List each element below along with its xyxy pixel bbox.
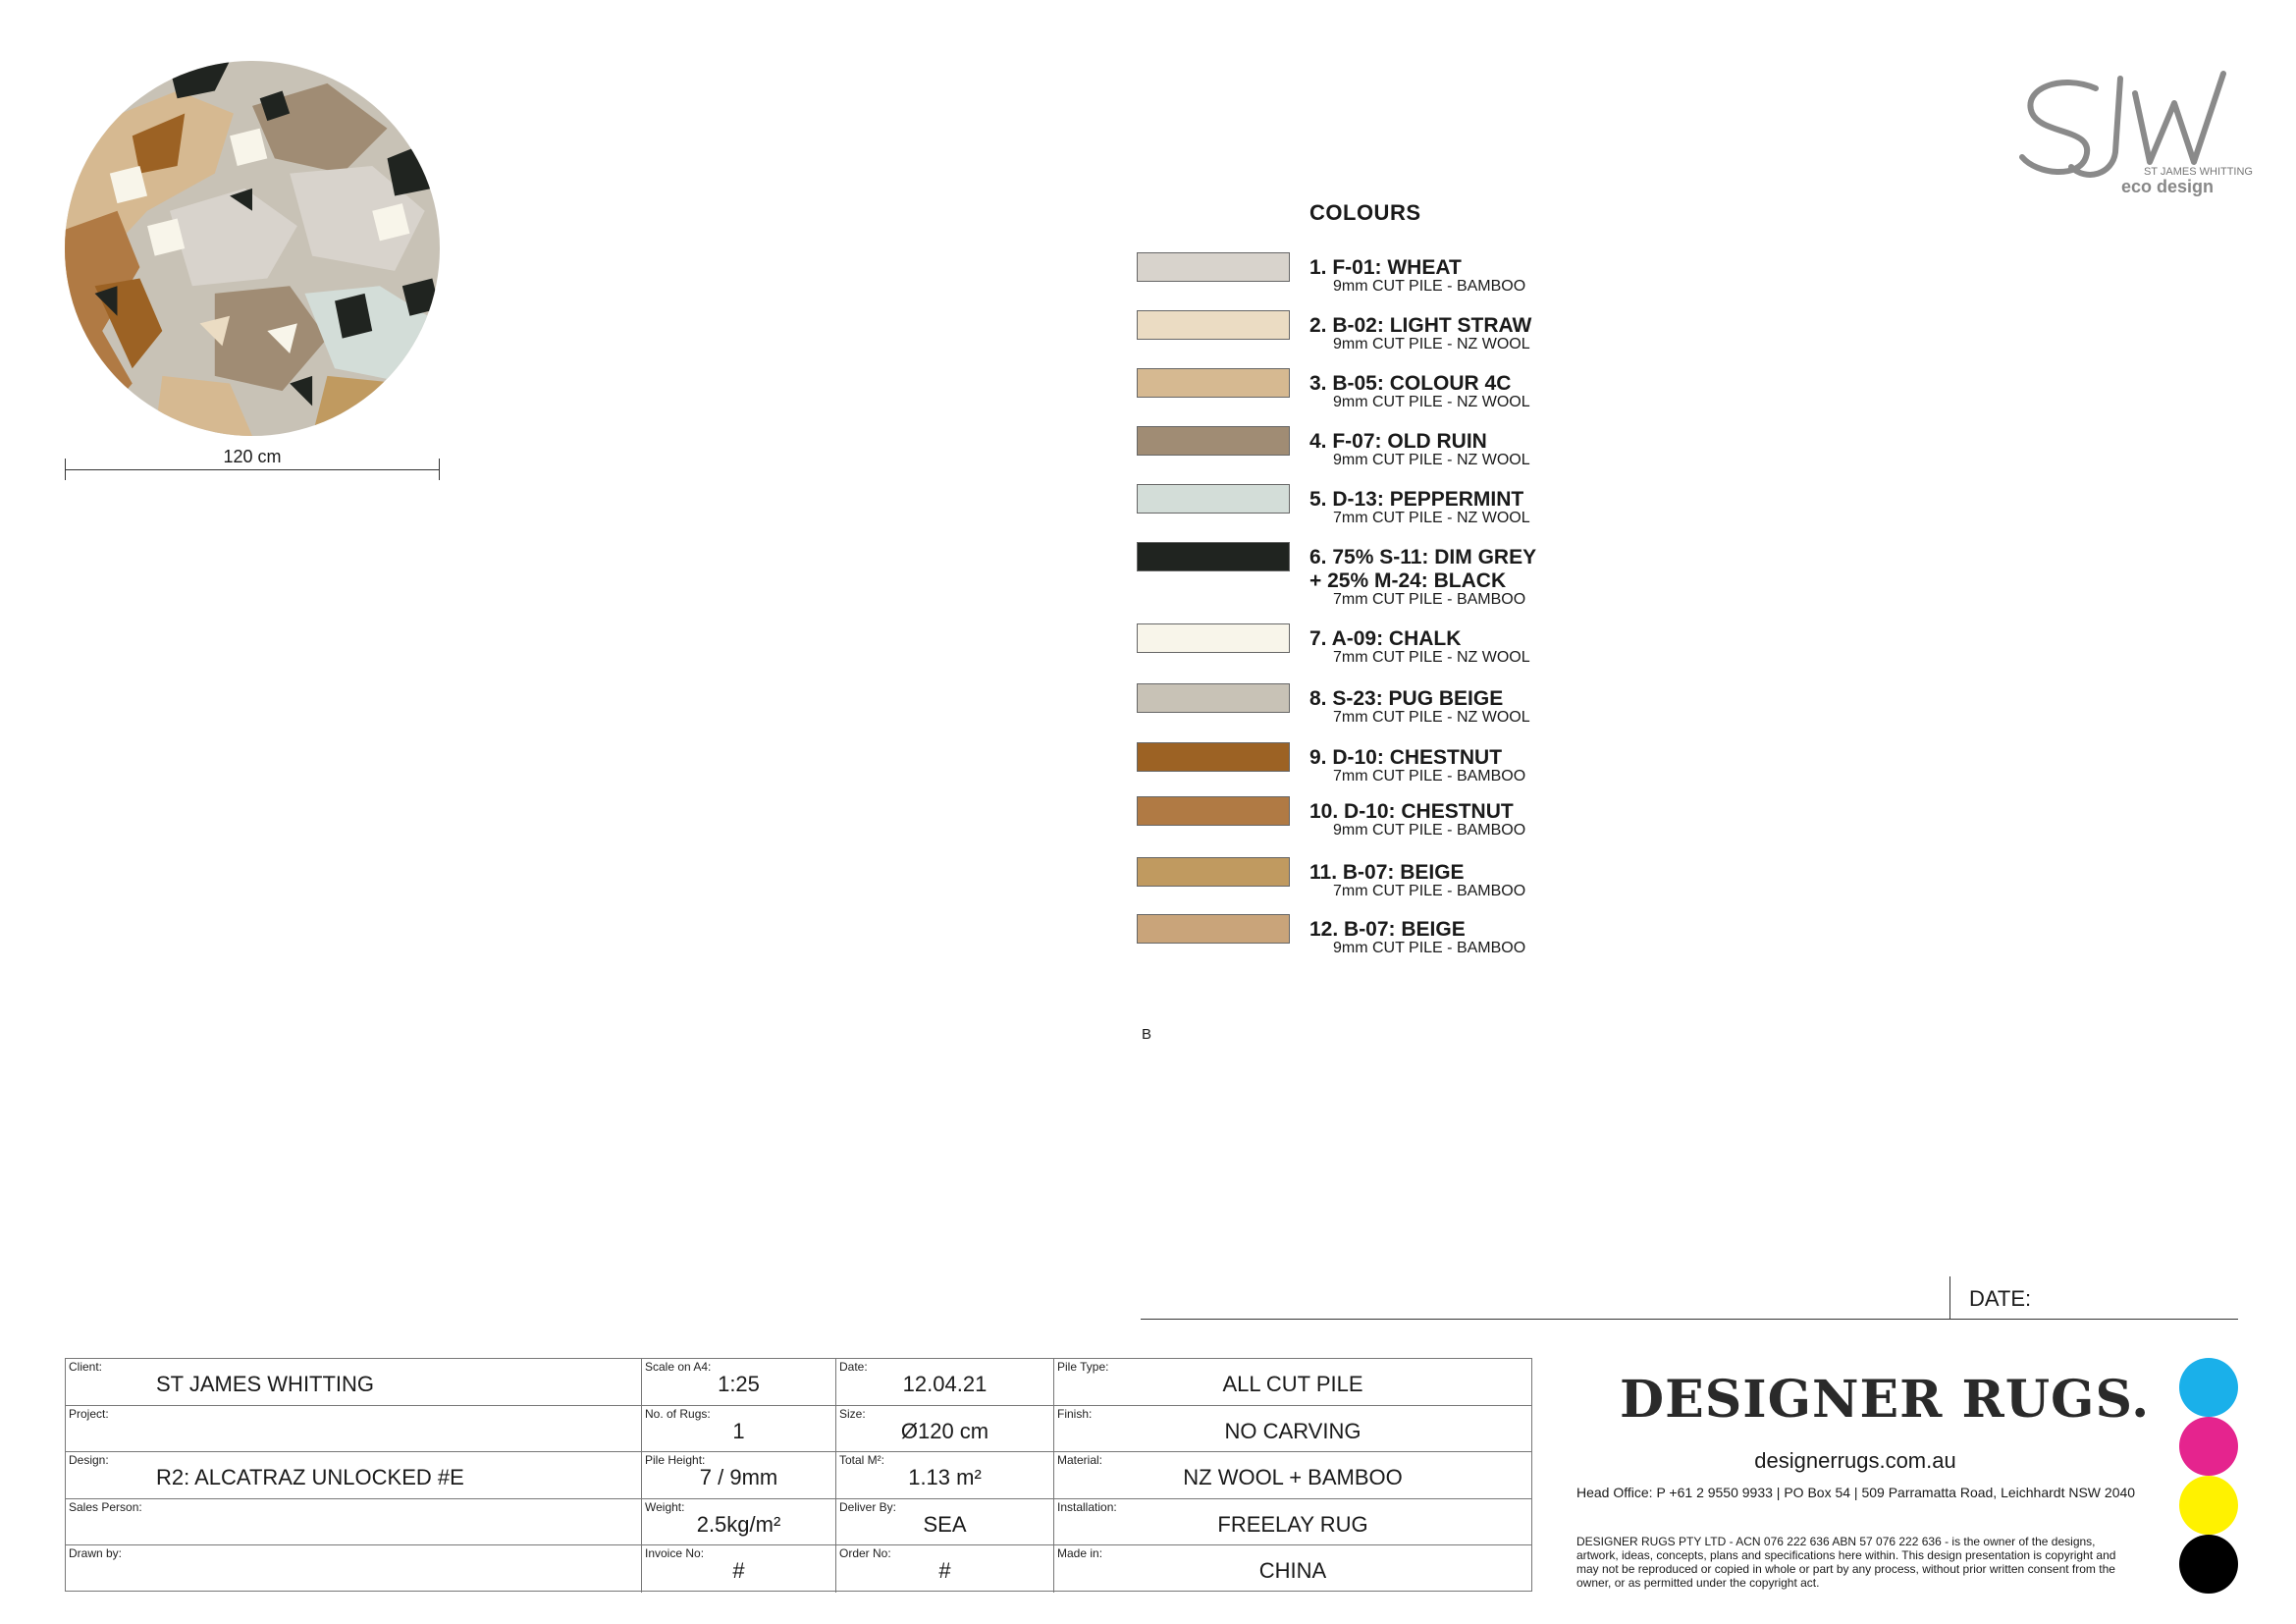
title-block-row bbox=[66, 1452, 1531, 1499]
field-value: # bbox=[938, 1558, 951, 1584]
field-value: 2.5kg/m² bbox=[696, 1511, 781, 1537]
colour-swatch bbox=[1137, 796, 1290, 826]
field-label: No. of Rugs: bbox=[645, 1406, 711, 1421]
field-label: Scale on A4: bbox=[645, 1360, 712, 1374]
field-label: Design: bbox=[69, 1453, 109, 1468]
title-block-row bbox=[66, 1545, 1531, 1593]
title-block-cell bbox=[1054, 1452, 1531, 1498]
field-value: 12.04.21 bbox=[902, 1372, 988, 1396]
colour-swatch bbox=[1137, 252, 1290, 282]
colour-pile-description: 9mm CUT PILE - BAMBOO bbox=[1333, 278, 1526, 295]
colour-pile-description: 9mm CUT PILE - NZ WOOL bbox=[1333, 394, 1530, 410]
sjw-logo bbox=[2002, 59, 2258, 206]
colour-name: 5. D-13: PEPPERMINT bbox=[1309, 488, 1524, 511]
colour-swatch bbox=[1137, 542, 1290, 571]
field-value: ALL CUT PILE bbox=[1222, 1372, 1363, 1396]
title-block-cell bbox=[642, 1452, 836, 1498]
field-value: NO CARVING bbox=[1224, 1418, 1362, 1443]
colour-pile-description: 9mm CUT PILE - BAMBOO bbox=[1333, 822, 1526, 839]
title-block-row bbox=[66, 1359, 1531, 1406]
colour-swatch bbox=[1137, 426, 1290, 456]
title-block-cell bbox=[1054, 1545, 1531, 1593]
field-value: 7 / 9mm bbox=[699, 1465, 778, 1490]
colour-name: 3. B-05: COLOUR 4C bbox=[1309, 372, 1512, 395]
field-value: 1 bbox=[732, 1418, 745, 1443]
colour-name: 8. S-23: PUG BEIGE bbox=[1309, 687, 1504, 710]
date-divider bbox=[1949, 1276, 1950, 1319]
registration-dot-magenta bbox=[2179, 1417, 2238, 1476]
title-block-cell bbox=[642, 1499, 836, 1545]
colour-pile-description: 7mm CUT PILE - BAMBOO bbox=[1333, 768, 1526, 785]
colour-pile-description: 9mm CUT PILE - BAMBOO bbox=[1333, 940, 1526, 956]
title-block-cell bbox=[642, 1359, 836, 1405]
field-label: Total M²: bbox=[839, 1453, 885, 1468]
colour-pile-description: 9mm CUT PILE - NZ WOOL bbox=[1333, 452, 1530, 468]
sjw-logo-tagline: eco design bbox=[2120, 177, 2214, 196]
colour-name: 6. 75% S-11: DIM GREY bbox=[1309, 546, 1537, 568]
field-label: Deliver By: bbox=[839, 1499, 897, 1514]
colour-pile-description: 7mm CUT PILE - NZ WOOL bbox=[1333, 649, 1530, 666]
colour-name: 7. A-09: CHALK bbox=[1309, 627, 1462, 650]
title-block-cell bbox=[836, 1499, 1054, 1545]
company-website: designerrugs.com.au bbox=[1754, 1448, 1956, 1473]
registration-dot-cyan bbox=[2179, 1358, 2238, 1417]
field-label: Weight: bbox=[645, 1499, 685, 1514]
colour-name-line2: + 25% M-24: BLACK bbox=[1309, 569, 1507, 592]
colour-pile-description: 7mm CUT PILE - NZ WOOL bbox=[1333, 510, 1530, 526]
colour-swatch bbox=[1137, 742, 1290, 772]
field-value: 1:25 bbox=[718, 1372, 760, 1396]
field-value: FREELAY RUG bbox=[1217, 1511, 1368, 1537]
company-legal-notice: DESIGNER RUGS PTY LTD - ACN 076 222 636 ABN 57 076 222 636 - is the owner of the designs, artwork, ideas, concepts, plans and specifications here within. This design presentation is copyright and may not be reproduced or copied in whole or part by any process, without prior written consent from the owner, or as permitted under the copyright act. bbox=[1576, 1535, 2116, 1590]
field-value: 1.13 m² bbox=[908, 1465, 982, 1490]
colour-pile-description: 7mm CUT PILE - BAMBOO bbox=[1333, 591, 1526, 608]
field-label: Pile Type: bbox=[1057, 1360, 1109, 1374]
company-address: Head Office: P +61 2 9550 9933 | PO Box 54 | 509 Parramatta Road, Leichhardt NSW 2040 bbox=[1576, 1485, 2136, 1500]
colour-name: 1. F-01: WHEAT bbox=[1309, 256, 1462, 279]
title-block-cell bbox=[836, 1359, 1054, 1405]
colour-name: 4. F-07: OLD RUIN bbox=[1309, 430, 1487, 453]
marker-b: B bbox=[1142, 1026, 1152, 1043]
field-value: # bbox=[732, 1558, 745, 1584]
field-label: Drawn by: bbox=[69, 1546, 123, 1561]
field-label: Finish: bbox=[1057, 1406, 1093, 1421]
field-label: Sales Person: bbox=[69, 1499, 142, 1514]
date-label: DATE: bbox=[1969, 1286, 2032, 1311]
colour-name: 12. B-07: BEIGE bbox=[1309, 918, 1466, 941]
field-value: NZ WOOL + BAMBOO bbox=[1183, 1465, 1403, 1490]
colour-name: 9. D-10: CHESTNUT bbox=[1309, 746, 1503, 769]
field-label: Order No: bbox=[839, 1546, 891, 1561]
title-block-cell bbox=[642, 1406, 836, 1452]
date-line bbox=[1141, 1319, 2238, 1320]
title-block-cell bbox=[642, 1545, 836, 1593]
designer-rugs-logo: DESIGNER RUGS. bbox=[1620, 1370, 2151, 1430]
title-block-cell bbox=[66, 1499, 642, 1545]
colour-name: 2. B-02: LIGHT STRAW bbox=[1309, 314, 1532, 337]
field-label: Installation: bbox=[1057, 1499, 1117, 1514]
title-block-cell bbox=[836, 1545, 1054, 1593]
colour-name: 10. D-10: CHESTNUT bbox=[1309, 800, 1514, 823]
colour-swatch bbox=[1137, 623, 1290, 653]
title-block-cell bbox=[66, 1452, 642, 1498]
field-value: ST JAMES WHITTING bbox=[156, 1372, 375, 1396]
dimension-line bbox=[65, 469, 440, 470]
colours-title: COLOURS bbox=[1309, 200, 1421, 225]
title-block-table bbox=[65, 1358, 1532, 1592]
title-block-cell bbox=[1054, 1406, 1531, 1452]
title-block-cell bbox=[66, 1359, 642, 1405]
field-value: Ø120 cm bbox=[900, 1418, 989, 1443]
colour-name: 11. B-07: BEIGE bbox=[1309, 861, 1465, 884]
colour-swatch bbox=[1137, 310, 1290, 340]
colour-swatch bbox=[1137, 368, 1290, 398]
registration-dot-yellow bbox=[2179, 1476, 2238, 1535]
colour-pile-description: 7mm CUT PILE - NZ WOOL bbox=[1333, 709, 1530, 726]
colour-swatch bbox=[1137, 683, 1290, 713]
dimension-label: 120 cm bbox=[223, 447, 282, 466]
colour-swatch bbox=[1137, 857, 1290, 887]
field-label: Pile Height: bbox=[645, 1453, 706, 1468]
registration-dot-black bbox=[2179, 1535, 2238, 1594]
title-block-cell bbox=[836, 1406, 1054, 1452]
title-block-cell bbox=[1054, 1499, 1531, 1545]
field-label: Made in: bbox=[1057, 1546, 1103, 1561]
title-block-cell bbox=[66, 1545, 642, 1593]
field-label: Material: bbox=[1057, 1453, 1103, 1468]
colour-pile-description: 9mm CUT PILE - NZ WOOL bbox=[1333, 336, 1530, 352]
colour-pile-description: 7mm CUT PILE - BAMBOO bbox=[1333, 883, 1526, 899]
title-block-row bbox=[66, 1499, 1531, 1546]
field-label: Invoice No: bbox=[645, 1546, 705, 1561]
field-label: Date: bbox=[839, 1360, 868, 1374]
field-label: Size: bbox=[839, 1406, 866, 1421]
title-block-cell bbox=[1054, 1359, 1531, 1405]
field-value: SEA bbox=[923, 1511, 967, 1537]
sjw-logo-brand: ST JAMES WHITTING bbox=[2143, 166, 2253, 178]
field-label: Project: bbox=[69, 1406, 109, 1421]
colour-swatch bbox=[1137, 914, 1290, 944]
field-label: Client: bbox=[69, 1360, 103, 1374]
field-value: CHINA bbox=[1258, 1558, 1327, 1584]
title-block-cell bbox=[836, 1452, 1054, 1498]
colour-swatch bbox=[1137, 484, 1290, 514]
rug-design-image bbox=[65, 61, 440, 436]
field-value: R2: ALCATRAZ UNLOCKED #E bbox=[156, 1465, 464, 1490]
title-block-row bbox=[66, 1406, 1531, 1453]
title-block-cell bbox=[66, 1406, 642, 1452]
